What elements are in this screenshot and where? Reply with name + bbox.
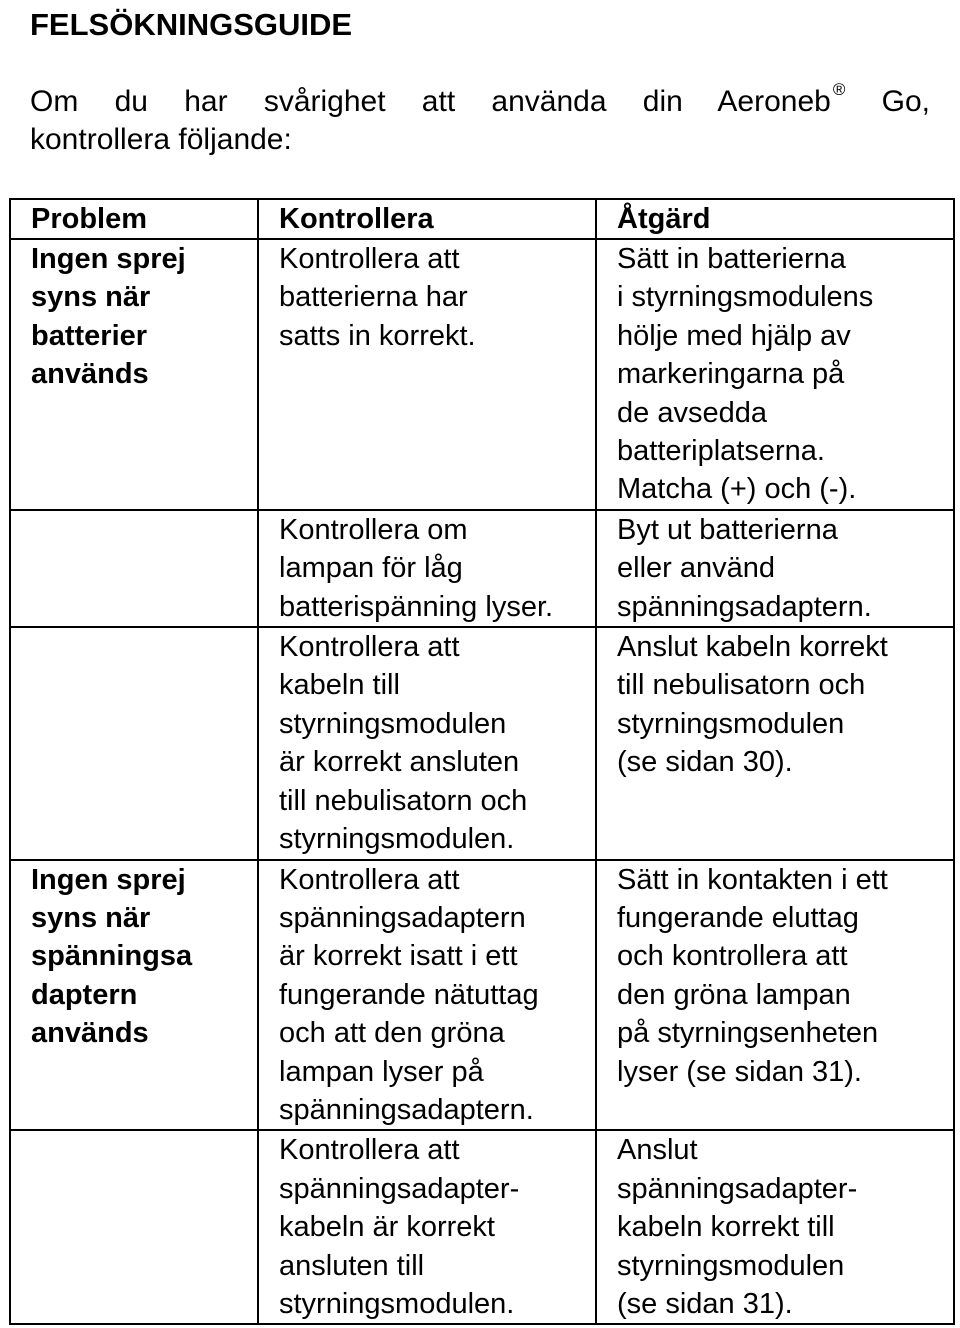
table-header-row xyxy=(10,199,954,239)
problem-cell: Ingen sprej syns när spänningsa daptern används xyxy=(10,860,258,1131)
check-cell: Kontrollera om lampan för låg batterispänning lyser. xyxy=(258,510,596,627)
table-row xyxy=(10,860,954,1131)
action-cell: Sätt in kontakten i ett fungerande eluttag och kontrollera att den gröna lampan på styrningsenheten lyser (se sidan 31). xyxy=(596,860,954,1131)
page-title: FELSÖKNINGSGUIDE xyxy=(30,7,353,42)
header-action: Åtgärd xyxy=(596,199,954,239)
check-cell: Kontrollera att spänningsadapter- kabeln är korrekt ansluten till styrningsmodulen. xyxy=(258,1130,596,1324)
action-cell: Anslut kabeln korrekt till nebulisatorn och styrningsmodulen (se sidan 30). xyxy=(596,627,954,859)
problem-cell xyxy=(10,627,258,859)
action-cell: Byt ut batterierna eller använd spänningsadaptern. xyxy=(596,510,954,627)
registered-mark: ® xyxy=(832,80,846,99)
problem-cell xyxy=(10,510,258,627)
intro-line-1-end: Go, xyxy=(881,85,930,118)
header-check: Kontrollera xyxy=(258,199,596,239)
problem-cell xyxy=(10,1130,258,1324)
problem-cell: Ingen sprej syns när batterier används xyxy=(10,239,258,510)
intro-paragraph xyxy=(30,80,930,159)
check-cell: Kontrollera att batterierna har satts in korrekt. xyxy=(258,239,596,510)
action-cell: Anslut spänningsadapter- kabeln korrekt till styrningsmodulen (se sidan 31). xyxy=(596,1130,954,1324)
table-row xyxy=(10,627,954,859)
intro-line-1-text: Om du har svårighet att använda din Aeroneb xyxy=(30,85,831,118)
header-problem: Problem xyxy=(10,199,258,239)
check-cell: Kontrollera att kabeln till styrningsmodulen är korrekt ansluten till nebulisatorn och styrningsmodulen. xyxy=(258,627,596,859)
intro-line-2: kontrollera följande: xyxy=(30,123,292,156)
troubleshooting-table xyxy=(9,198,955,1325)
action-cell: Sätt in batterierna i styrningsmodulens hölje med hjälp av markeringarna på de avsedda batteriplatserna. Matcha (+) och (-). xyxy=(596,239,954,510)
intro-line-1 xyxy=(30,80,930,121)
table-row xyxy=(10,239,954,510)
table-row xyxy=(10,1130,954,1324)
check-cell: Kontrollera att spänningsadaptern är korrekt isatt i ett fungerande nätuttag och att den gröna lampan lyser på spänningsadaptern. xyxy=(258,860,596,1131)
table-row xyxy=(10,510,954,627)
